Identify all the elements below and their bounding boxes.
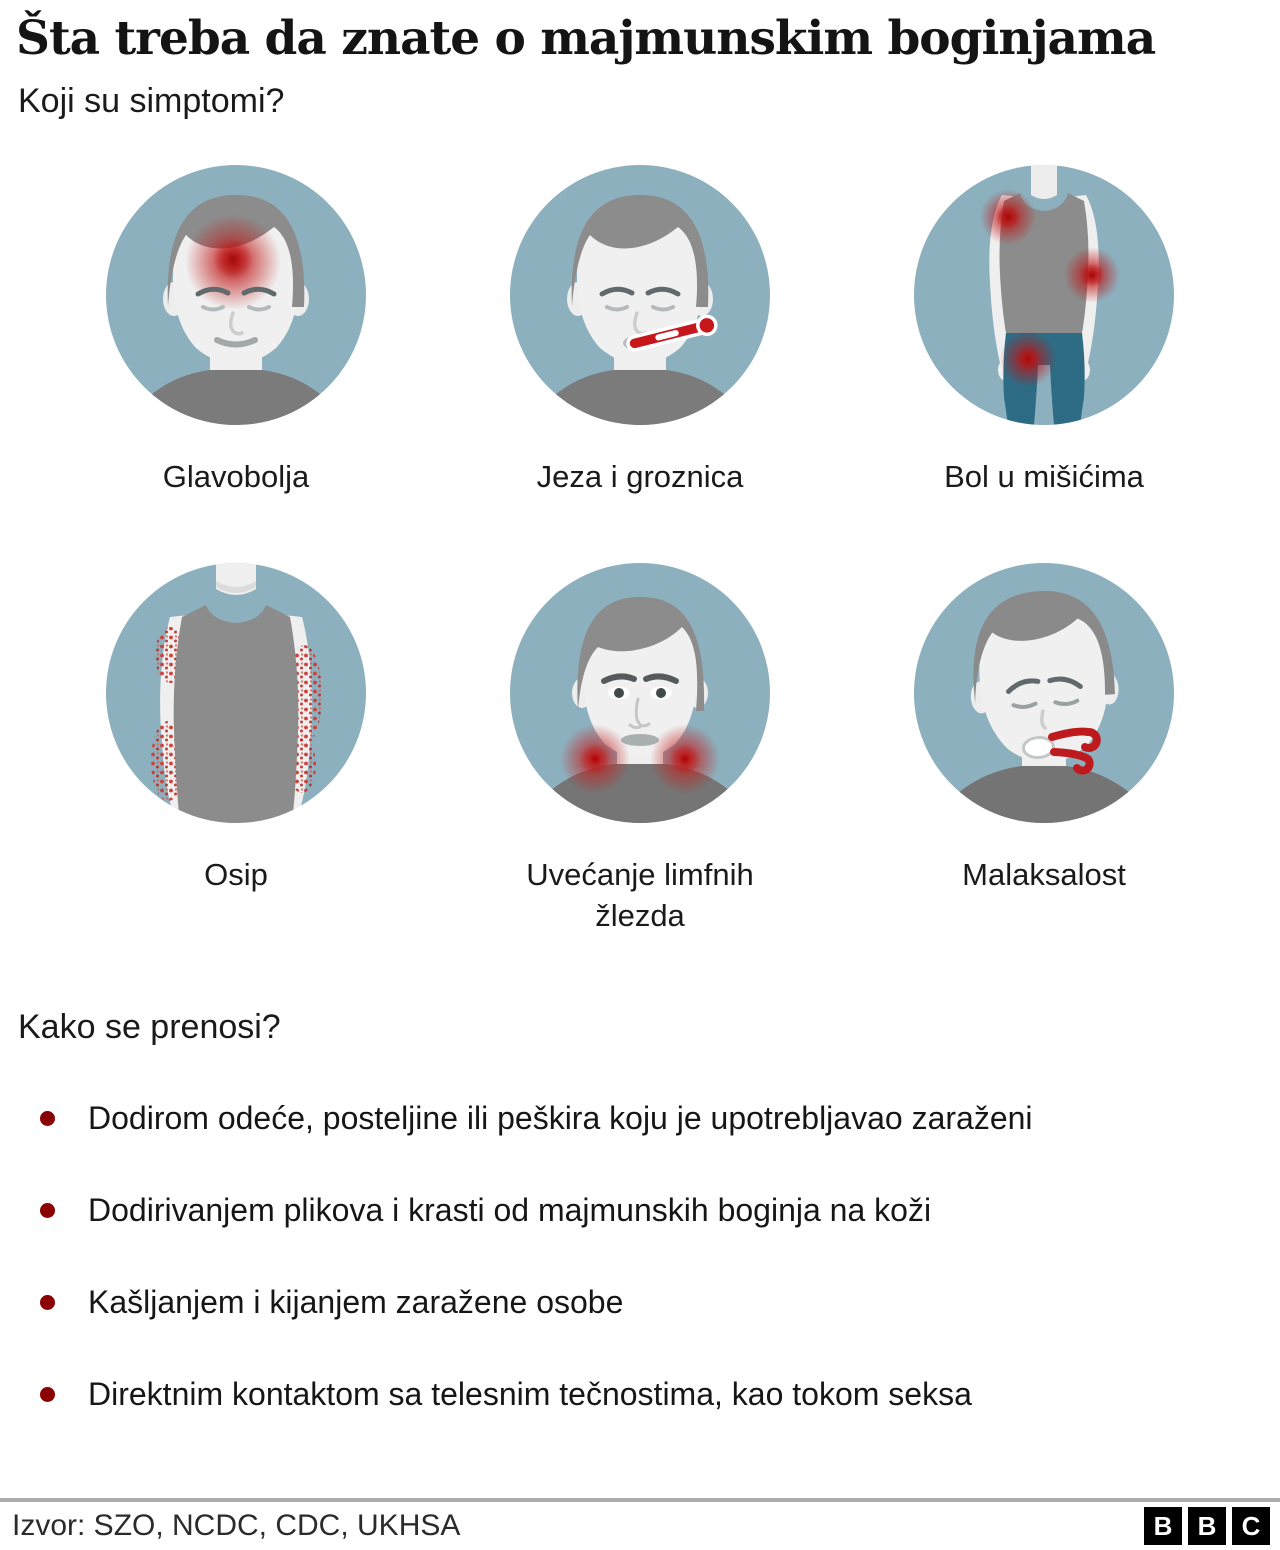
transmission-list: [16, 1097, 1264, 1415]
transmission-section: [16, 1008, 1264, 1415]
transmission-item-text: Kašljanjem i kijanjem zaražene osobe: [88, 1283, 624, 1320]
symptom-label: Malaksalost: [962, 857, 1126, 893]
footer: [0, 1498, 1280, 1550]
bbc-logo-letter: C: [1232, 1507, 1270, 1545]
bullet-dot-icon: [40, 1295, 55, 1310]
fatigue-icon: [914, 563, 1174, 823]
transmission-item: [40, 1189, 1254, 1231]
rash-icon: [106, 563, 366, 823]
symptom-grid: [16, 165, 1264, 936]
transmission-item: [40, 1373, 1254, 1415]
symptoms-heading: Koji su simptomi?: [18, 82, 285, 121]
transmission-item: [40, 1097, 1254, 1139]
symptom-label: Uvećanje limfnih žlezda: [526, 857, 754, 933]
fever-thermometer-icon: [510, 165, 770, 425]
page-title: Šta treba da znate o majmunskim boginjama: [16, 11, 1156, 66]
bbc-logo-letter: B: [1188, 1507, 1226, 1545]
transmission-item-text: Direktnim kontaktom sa telesnim tečnostima, kao tokom seksa: [88, 1375, 972, 1412]
bullet-dot-icon: [40, 1203, 55, 1218]
source-text: Izvor: SZO, NCDC, CDC, UKHSA: [12, 1509, 461, 1542]
muscle-pain-icon: [914, 165, 1174, 425]
symptom-card-rash: [34, 563, 438, 936]
symptom-card-headache: [34, 165, 438, 497]
transmission-item: [40, 1281, 1254, 1323]
transmission-heading: Kako se prenosi?: [18, 1007, 281, 1046]
bullet-dot-icon: [40, 1387, 55, 1402]
symptom-card-fatigue: [842, 563, 1246, 936]
headache-icon: [106, 165, 366, 425]
bullet-dot-icon: [40, 1111, 55, 1126]
bbc-logo: [1144, 1507, 1270, 1545]
symptom-label: Bol u mišićima: [944, 459, 1144, 495]
symptom-label: Glavobolja: [162, 459, 310, 495]
infographic: [0, 12, 1280, 1415]
symptom-card-lymph-glands: [438, 563, 842, 936]
lymph-glands-icon: [510, 563, 770, 823]
bbc-logo-letter: B: [1144, 1507, 1182, 1545]
symptom-card-muscle-pain: [842, 165, 1246, 497]
symptom-label: Osip: [204, 857, 268, 893]
transmission-item-text: Dodirom odeće, posteljine ili peškira koju je upotrebljavao zaraženi: [88, 1099, 1033, 1136]
symptom-label: Jeza i groznica: [536, 459, 744, 495]
transmission-item-text: Dodirivanjem plikova i krasti od majmunskih boginja na koži: [88, 1191, 932, 1228]
symptom-card-fever: [438, 165, 842, 497]
